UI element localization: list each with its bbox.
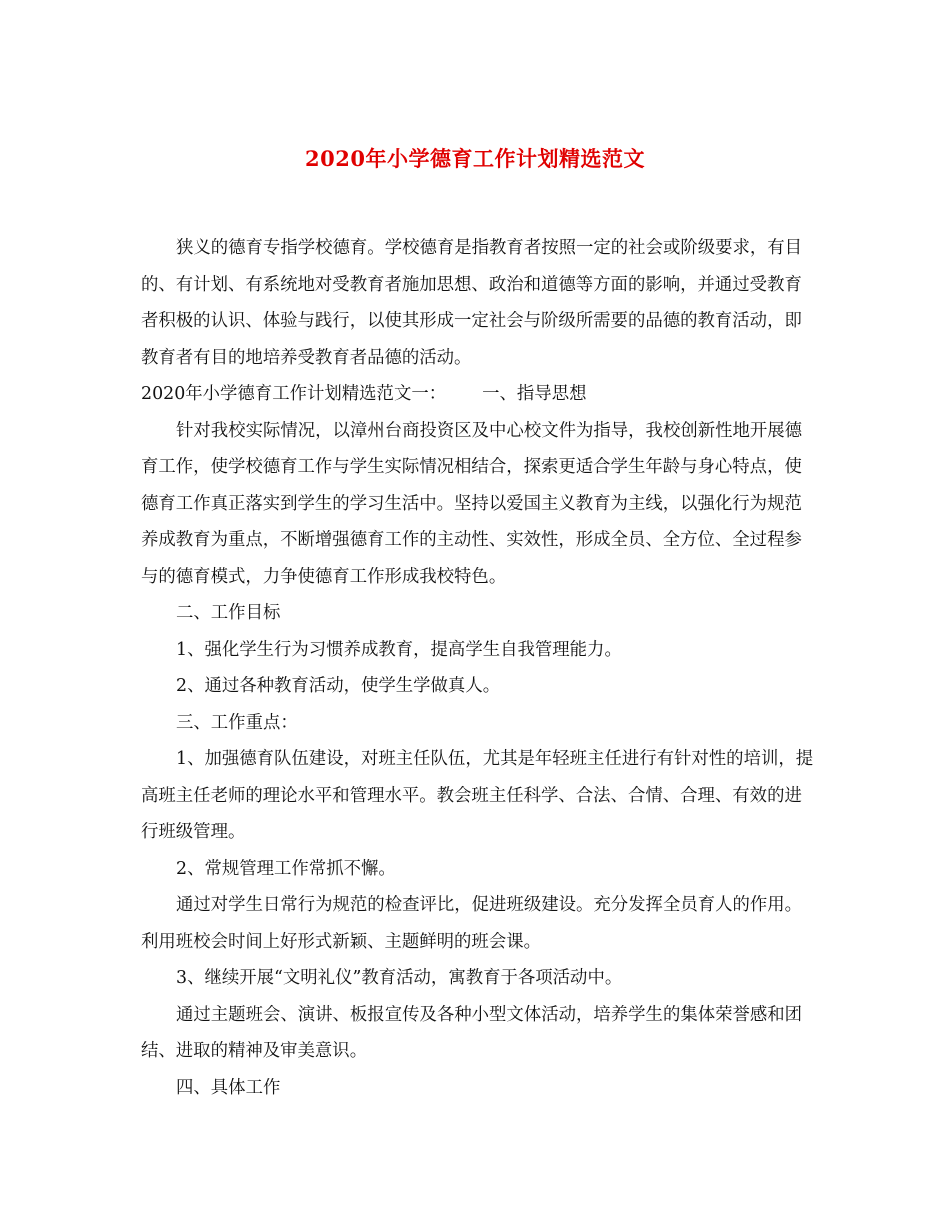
paragraph-focus-3-detail: 通过主题班会、演讲、板报宣传及各种小型文体活动，培养学生的集体荣誉感和团结、进取的精神及审美意识。 [141,1004,803,1061]
document-title: 2020年小学德育工作计划精选范文 [305,146,645,171]
paragraph-definition: 狭义的德育专指学校德育。学校德育是指教育者按照一定的社会或阶级要求，有目的、有计划、有系统地对受教育者施加思想、政治和道德等方面的影响，并通过受教育者积极的认识、体验与践行，以使其形成一定社会与阶级所需要的品德的教育活动，即教育者有目的地培养受教育者品德的活动。 [141,238,803,368]
sample-title: 2020年小学德育工作计划精选范文一： [141,384,447,404]
document-body [141,230,817,1106]
paragraph-guiding-ideology: 针对我校实际情况，以漳州台商投资区及中心校文件为指导，我校创新性地开展德育工作，使学校德育工作与学生实际情况相结合，探索更适合学生年龄与身心特点，使德育工作真正落实到学生的学习生活中。坚持以爱国主义教育为主线，以强化行为规范养成教育为重点，不断增强德育工作的主动性、实效性，形成全员、全方位、全过程参与的德育模式，力争使德育工作形成我校特色。 [141,420,803,587]
list-item-focus-3: 3、继续开展“文明礼仪”教育活动，寓教育于各项活动中。 [176,968,623,988]
heading-specific-work: 四、具体工作 [176,1077,281,1098]
heading-guiding-ideology: 一、指导思想 [482,384,587,404]
heading-work-goals: 二、工作目标 [176,603,281,623]
paragraph-section-heading [141,376,817,413]
list-item-focus-2: 2、常规管理工作常抓不懈。 [176,858,396,879]
paragraph-focus-2-detail: 通过对学生日常行为规范的检查评比，促进班级建设。充分发挥全员育人的作用。利用班校会时间上好形式新颖、主题鲜明的班会课。 [141,895,803,952]
list-item-goal-1: 1、强化学生行为习惯养成教育，提高学生自我管理能力。 [176,639,622,660]
heading-work-focus: 三、工作重点： [176,712,298,733]
list-item-focus-1: 1、加强德育队伍建设，对班主任队伍，尤其是年轻班主任进行有针对性的培训，提高班主任老师的理论水平和管理水平。教会班主任科学、合法、合情、合理、有效的进行班级管理。 [141,749,814,842]
list-item-goal-2: 2、通过各种教育活动，使学生学做真人。 [176,676,501,696]
